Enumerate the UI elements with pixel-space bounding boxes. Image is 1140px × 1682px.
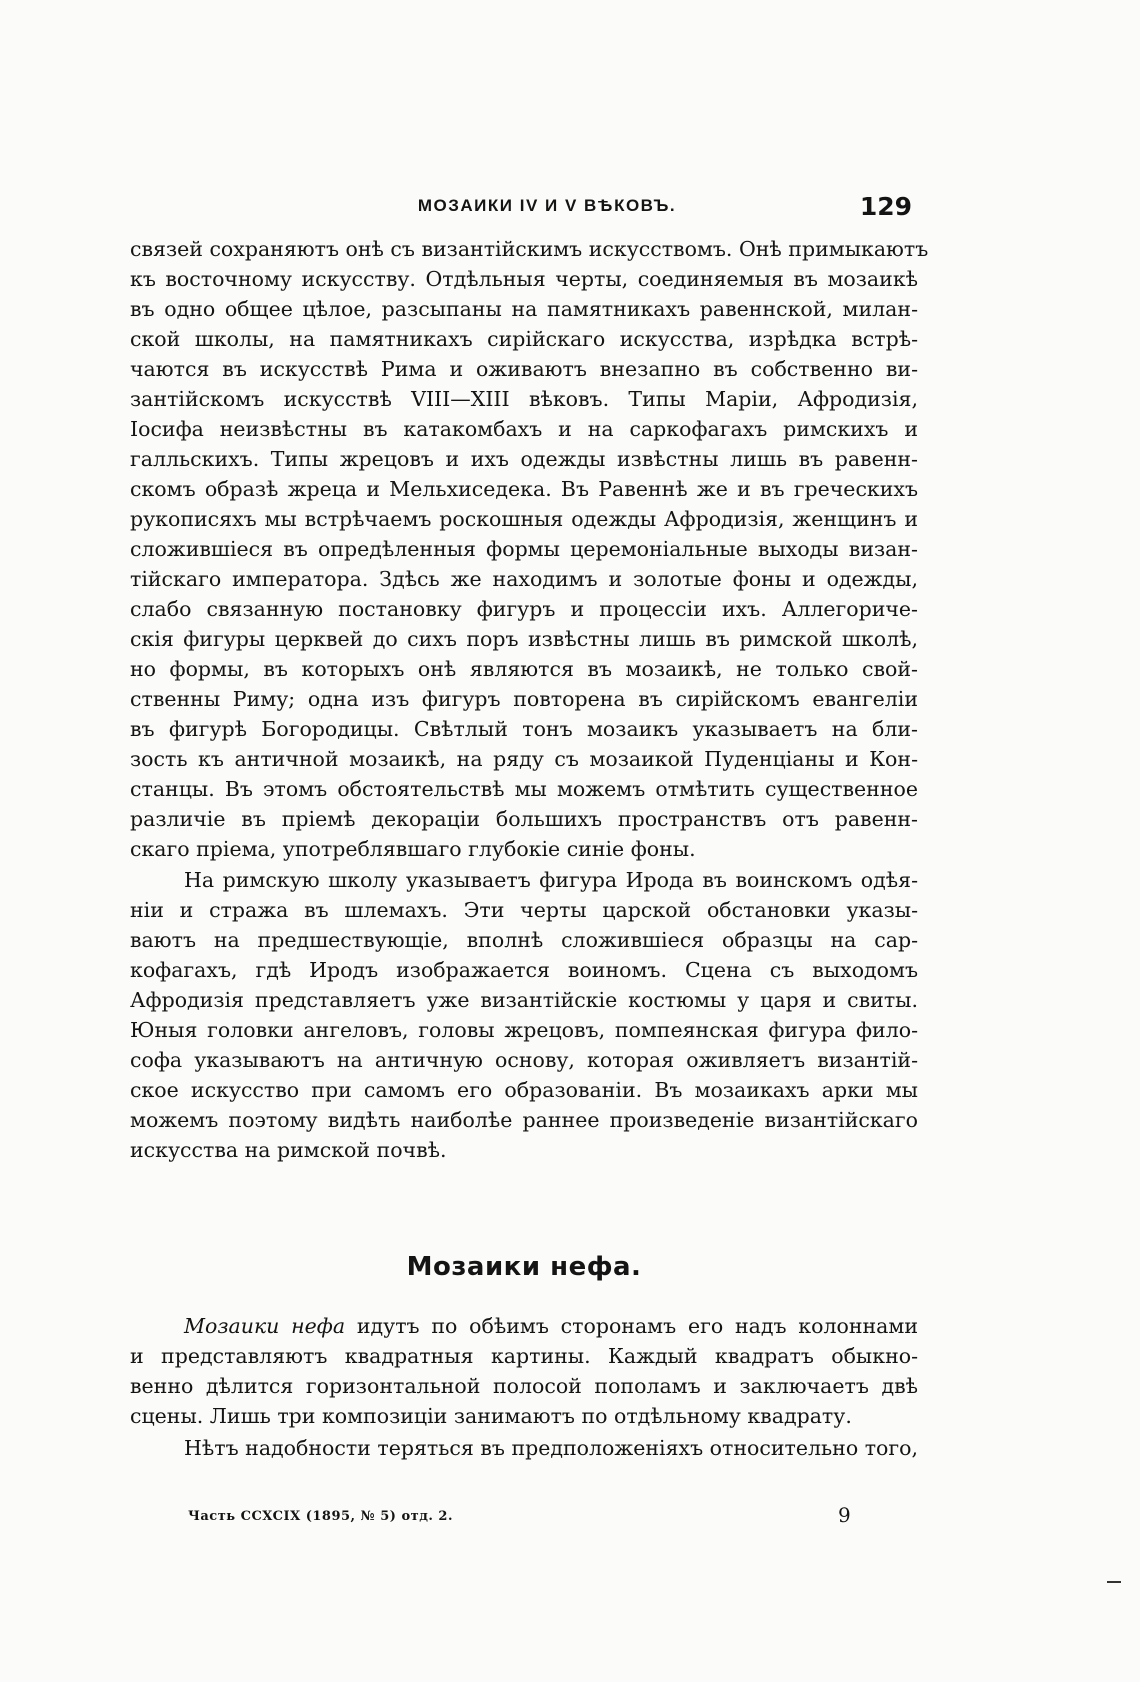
text-line: ской школы, на памятникахъ сирійскаго искусства, изрѣдка встрѣ-	[130, 327, 918, 351]
text-line: скомъ образѣ жреца и Мельхиседека. Въ Равеннѣ же и въ греческихъ	[130, 477, 918, 501]
text-line: сложившіеся въ опредѣленныя формы церемоніальные выходы визан-	[130, 537, 918, 561]
text-line: зость къ античной мозаикѣ, на ряду съ мозаикой Пуденціаны и Кон-	[130, 747, 918, 771]
text-line: и представляютъ квадратныя картины. Каждый квадратъ обыкно-	[130, 1344, 918, 1368]
text-line: связей сохраняютъ онѣ съ византійскимъ искусствомъ. Онѣ примыкаютъ	[130, 237, 929, 261]
text-line: Іосифа неизвѣстны въ катакомбахъ и на саркофагахъ римскихъ и	[130, 417, 918, 441]
text-line: различіе въ пріемѣ декораціи большихъ пространствъ отъ равенн-	[130, 807, 918, 831]
line-rest: идутъ по обѣимъ сторонамъ его надъ колоннами	[345, 1314, 918, 1338]
section-heading: Мозаики нефа.	[406, 1252, 642, 1282]
text-line: въ фигурѣ Богородицы. Свѣтлый тонъ мозаикъ указываетъ на бли-	[130, 717, 918, 741]
text-line: ваютъ на предшествующіе, вполнѣ сложившіеся образцы на сар-	[130, 928, 918, 952]
text-line: ственны Риму; одна изъ фигуръ повторена въ сирійскомъ евангеліи	[130, 687, 918, 711]
text-line: зантійскомъ искусствѣ VIII—XIII вѣковъ. Типы Маріи, Афродизія,	[130, 387, 918, 411]
text-line: кофагахъ, гдѣ Иродъ изображается воиномъ. Сцена съ выходомъ	[130, 958, 918, 982]
text-line: Нѣтъ надобности теряться въ предположеніяхъ относительно того,	[184, 1436, 918, 1460]
text-line: ніи и стража въ шлемахъ. Эти черты царской обстановки указы-	[130, 898, 918, 922]
text-line: На римскую школу указываетъ фигура Ирода въ воинскомъ одѣя-	[184, 868, 918, 892]
text-line: рукописяхъ мы встрѣчаемъ роскошныя одежды Афродизія, женщинъ и	[130, 507, 918, 531]
text-line: Юныя головки ангеловъ, головы жрецовъ, помпеянская фигура фило-	[130, 1018, 918, 1042]
text-line: тійскаго императора. Здѣсь же находимъ и золотые фоны и одежды,	[130, 567, 918, 591]
text-line: сцены. Лишь три композиціи занимаютъ по отдѣльному квадрату.	[130, 1404, 852, 1428]
margin-mark	[1107, 1581, 1121, 1583]
page-number: 129	[859, 192, 912, 221]
text-line: къ восточному искусству. Отдѣльныя черты, соединяемыя въ мозаикѣ	[130, 267, 918, 291]
text-line: въ одно общее цѣлое, разсыпаны на памятникахъ равеннской, милан-	[130, 297, 918, 321]
running-title: МОЗАИКИ IV И V ВѢКОВЪ.	[417, 196, 677, 215]
text-line: слабо связанную постановку фигуръ и процессіи ихъ. Аллегориче-	[130, 597, 918, 621]
footer-sheet-number: 9	[838, 1503, 851, 1527]
text-line	[184, 1310, 918, 1342]
text-line: софа указываютъ на античную основу, которая оживляетъ византій-	[130, 1048, 918, 1072]
text-line: можемъ поэтому видѣть наиболѣе раннее произведеніе византійскаго	[130, 1108, 918, 1132]
footer-signature: Часть CCXCIX (1895, № 5) отд. 2.	[188, 1509, 453, 1524]
page-header	[182, 192, 912, 228]
text-line: Афродизія представляетъ уже византійскіе костюмы у царя и свиты.	[130, 988, 918, 1012]
text-line: искусства на римской почвѣ.	[130, 1138, 447, 1162]
text-line: скія фигуры церквей до сихъ поръ извѣстны лишь въ римской школѣ,	[130, 627, 918, 651]
text-line: галльскихъ. Типы жрецовъ и ихъ одежды извѣстны лишь въ равенн-	[130, 447, 918, 471]
text-line: ское искусство при самомъ его образованіи. Въ мозаикахъ арки мы	[130, 1078, 918, 1102]
text-line: чаются въ искусствѣ Рима и оживаютъ внезапно въ собственно ви-	[130, 357, 918, 381]
text-line: но формы, въ которыхъ онѣ являются въ мозаикѣ, не только свой-	[130, 657, 918, 681]
text-line: скаго пріема, употреблявшаго глубокіе синіе фоны.	[130, 837, 696, 861]
italic-lead: Мозаики нефа	[184, 1314, 346, 1338]
text-line: венно дѣлится горизонтальной полосой пополамъ и заключаетъ двѣ	[130, 1374, 918, 1398]
text-line: станцы. Въ этомъ обстоятельствѣ мы можемъ отмѣтить существенное	[130, 777, 918, 801]
